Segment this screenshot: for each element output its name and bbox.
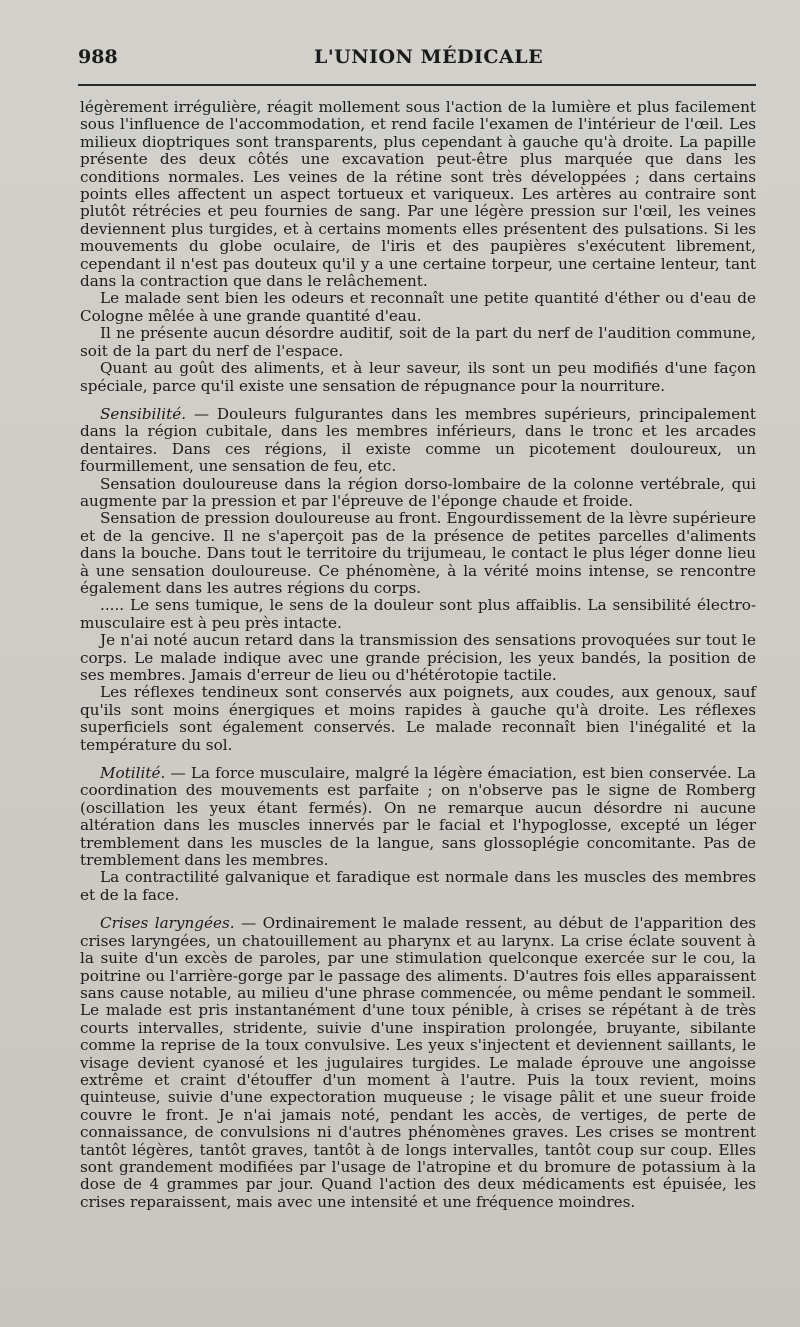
paragraph-text: Quant au goût des aliments, et à leur saveur, ils sont un peu modifiés d'une façon spéciale, parce qu'il existe une sensation de répugnance pour la nourriture.: [80, 359, 756, 395]
paragraph-text: Je n'ai noté aucun retard dans la transmission des sensations provoquées sur tout le corps. Le malade indique avec une grande précision, les yeux bandés, la position de ses membres. Jamais d'erreur de lieu ou d'hétérotopie tactile.: [80, 631, 756, 684]
section-heading: Sensibilité.: [100, 404, 187, 423]
paragraph: [80, 99, 756, 290]
paragraph-text: Le malade sent bien les odeurs et reconnaît une petite quantité d'éther ou d'eau de Cologne mêlée à une grande quantité d'eau.: [80, 289, 756, 325]
paragraph-text: Il ne présente aucun désordre auditif, soit de la part du nerf de l'audition commune, soit de la part du nerf de l'espace.: [80, 324, 756, 360]
section-heading: Motilité.: [100, 764, 166, 783]
paragraph: [80, 597, 756, 632]
running-title: L'UNION MÉDICALE: [314, 46, 544, 68]
paragraph-text: ..... Le sens tumique, le sens de la douleur sont plus affaiblis. La sensibilité électro-musculaire est à peu près intacte.: [80, 596, 756, 632]
paragraph-motilite: [80, 765, 756, 869]
page-number: 988: [78, 46, 118, 68]
paragraph: [80, 290, 756, 325]
paragraph-text: — Ordinairement le malade ressent, au début de l'apparition des crises laryngées, un chatouillement au pharynx et au larynx. La crise éclate souvent à la suite d'un excès de paroles, par une stimulation quelconque exercée sur le cou, la poitrine ou l'arrière-gorge par le passage des aliments. D'autres fois elles apparaissent sans cause notable, au milieu d'une phrase commencée, ou même pendant le sommeil. Le malade est pris instantanément d'une toux pénible, à crises se répétant à de très courts intervalles, stridente, suivie d'une inspiration prolongée, bruyante, sibilante comme la reprise de la toux convulsive. Les yeux s'injectent et deviennent saillants, le visage devient cyanosé et les jugulaires turgides. Le malade éprouve une angoisse extrême et craint d'étouffer d'un moment à l'autre. Puis la toux revient, moins quinteuse, suivie d'une expectoration muqueuse ; le visage pâlit et une sueur froide couvre le front. Je n'ai jamais noté, pendant les accès, de vertiges, de perte de connaissance, de convulsions ni d'autres phénomènes graves. Les crises se montrent tantôt légères, tantôt graves, tantôt à de longs intervalles, tantôt coup sur coup. Elles sont grandement modifiées par l'usage de l'atropine et du bromure de potassium à la dose de 4 grammes par jour. Quand l'action des deux médicaments est épuisée, les crises reparaissent, mais avec une intensité et une fréquence moindres.: [80, 914, 757, 1211]
paragraph-sensibilite: [80, 406, 756, 476]
paragraph-text: — La force musculaire, malgré la légère émaciation, est bien conservée. La coordination des mouvements est parfaite ; on n'observe pas le signe de Romberg (oscillation les yeux étant fermés). On ne remarque aucun désordre ni aucune altération dans les muscles innervés par le facial et l'hypoglosse, excepté un léger tremblement dans les muscles de la langue, sans glossoplégie concomitante. Pas de tremblement dans les membres.: [80, 764, 756, 870]
running-header: [78, 42, 760, 76]
paragraph-text: Les réflexes tendineux sont conservés aux poignets, aux coudes, aux genoux, sauf qu'ils sont moins énergiques et moins rapides à gauche qu'à droite. Les réflexes superficiels sont également conservés. Le malade reconnaît bien l'inégalité et la température du sol.: [80, 683, 756, 754]
paragraph-text: — Douleurs fulgurantes dans les membres supérieurs, principalement dans la région cubitale, dans les membres inférieurs, dans le tronc et les arcades dentaires. Dans ces régions, il existe comme un picotement douloureux, un fourmillement, une sensation de feu, etc.: [80, 404, 756, 476]
paragraph: [80, 869, 756, 904]
body-text: [80, 99, 756, 1211]
paragraph-text: légèrement irrégulière, réagit mollement sous l'action de la lumière et plus facilement sous l'influence de l'accommodation, et rend facile l'examen de l'intérieur de l'œil. Les milieux dioptriques sont transparents, plus cependant à gauche qu'à droite. La papille présente des deux côtés une excavation peut-être plus marquée que dans les conditions normales. Les veines de la rétine sont très développées ; dans certains points elles affectent un aspect tortueux et variqueux. Les artères au contraire sont plutôt rétrécies et peu fournies de sang. Par une légère pression sur l'œil, les veines deviennent plus turgides, et à certains moments elles présentent des pulsations. Si les mouvements du globe oculaire, de l'iris et des paupières s'exécutent librement, cependant il n'est pas douteux qu'il y a une certaine torpeur, une certaine lenteur, tant dans la contraction que dans le relâchement.: [80, 98, 756, 291]
header-rule: [78, 84, 756, 86]
paragraph-text: Sensation de pression douloureuse au front. Engourdissement de la lèvre supérieure et de la gencive. Il ne s'aperçoit pas de la présence de petites parcelles d'aliments dans la bouche. Dans tout le territoire du trijumeau, le contact le plus léger donne lieu à une sensation douloureuse. Ce phénomène, à la vérité moins intense, se rencontre également dans les autres régions du corps.: [80, 509, 756, 597]
section-heading: Crises laryngées.: [100, 914, 235, 933]
paragraph-crises-laryngees: [80, 915, 756, 1211]
paragraph: [80, 325, 756, 360]
paragraph-text: Sensation douloureuse dans la région dorso-lombaire de la colonne vertébrale, qui augmente par la pression et par l'épreuve de l'éponge chaude et froide.: [80, 474, 756, 510]
paragraph: [80, 632, 756, 684]
paragraph-text: La contractilité galvanique et faradique est normale dans les muscles des membres et de la face.: [80, 868, 756, 904]
paragraph: [80, 360, 756, 395]
paragraph: [80, 476, 756, 511]
paragraph: [80, 684, 756, 754]
paragraph: [80, 510, 756, 597]
